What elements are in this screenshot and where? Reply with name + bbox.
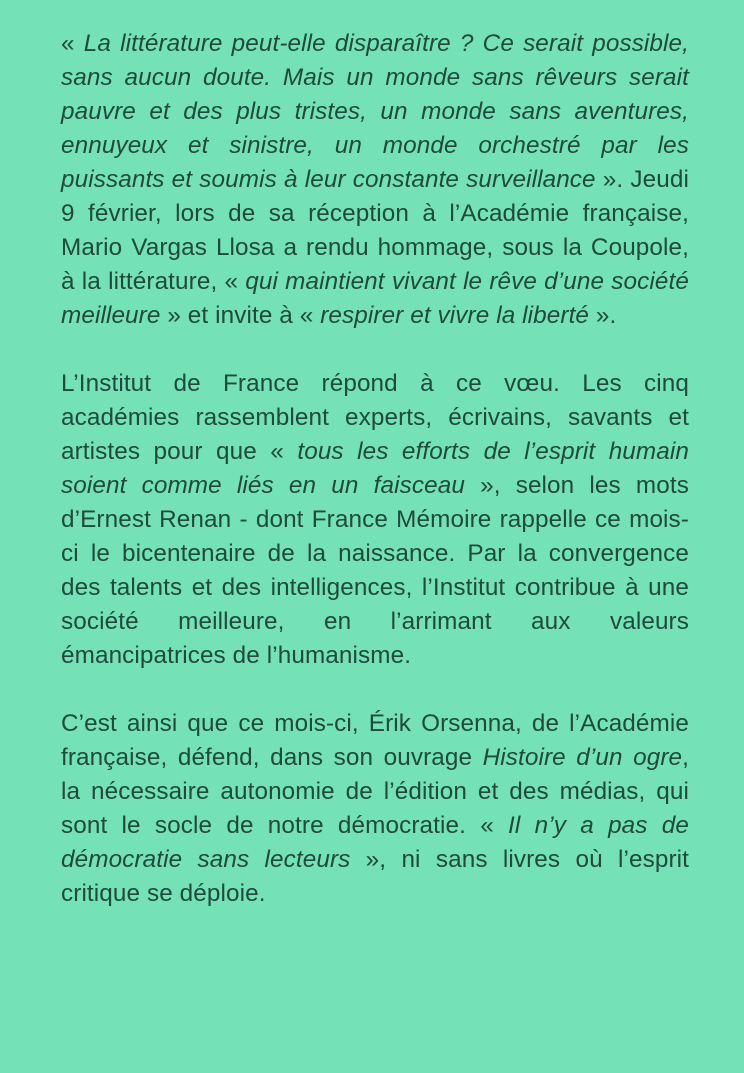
quote-segment: Il n’y a pas de démocratie sans lecteurs bbox=[61, 812, 689, 873]
text-segment: » et invite à « bbox=[160, 302, 321, 329]
text-segment: », ni sans livres où l’esprit critique se déploie. bbox=[61, 846, 689, 907]
text-segment: L’Institut de France répond à ce vœu. Les cinq académies rassemblent experts, écrivains, savants et artistes pour que « bbox=[61, 370, 689, 465]
text-segment: , la nécessaire autonomie de l’édition et des médias, qui sont le socle de notre démocratie. « bbox=[61, 744, 689, 839]
quote-segment: respirer et vivre la liberté bbox=[320, 302, 590, 329]
quote-segment: qui maintient vivant le rêve d’une société meilleure bbox=[61, 268, 689, 329]
paragraph-institut bbox=[61, 367, 689, 673]
text-segment: ». bbox=[589, 302, 617, 329]
paragraph-orsenna bbox=[61, 707, 689, 911]
text-segment: ». Jeudi 9 février, lors de sa réception à l’Académie française, Mario Vargas Llosa a rendu hommage, sous la Coupole, à la littérature, « bbox=[61, 166, 689, 295]
quote-segment: tous les efforts de l’esprit humain soient comme liés en un faisceau bbox=[61, 438, 689, 499]
book-title-segment: Histoire d’un ogre bbox=[482, 744, 683, 771]
text-segment: », selon les mots d’Ernest Renan - dont France Mémoire rappelle ce mois-ci le bicentenaire de la naissance. Par la convergence des talents et des intelligences, l’Institut contribue à une société meilleure, en l’arrimant aux valeurs émancipatrices de l’humanisme. bbox=[61, 472, 689, 669]
paragraph-vargas-llosa bbox=[61, 27, 689, 333]
quote-segment: La littérature peut-elle disparaître ? Ce serait possible, sans aucun doute. Mais un monde sans rêveurs serait pauvre et des plus tristes, un monde sans aventures, ennuyeux et sinistre, un monde orchestré par les puissants et soumis à leur constante surveillance bbox=[61, 30, 690, 193]
text-segment: « bbox=[61, 30, 84, 57]
text-segment: C’est ainsi que ce mois-ci, Érik Orsenna, de l’Académie française, défend, dans son ouvrage bbox=[61, 710, 689, 771]
